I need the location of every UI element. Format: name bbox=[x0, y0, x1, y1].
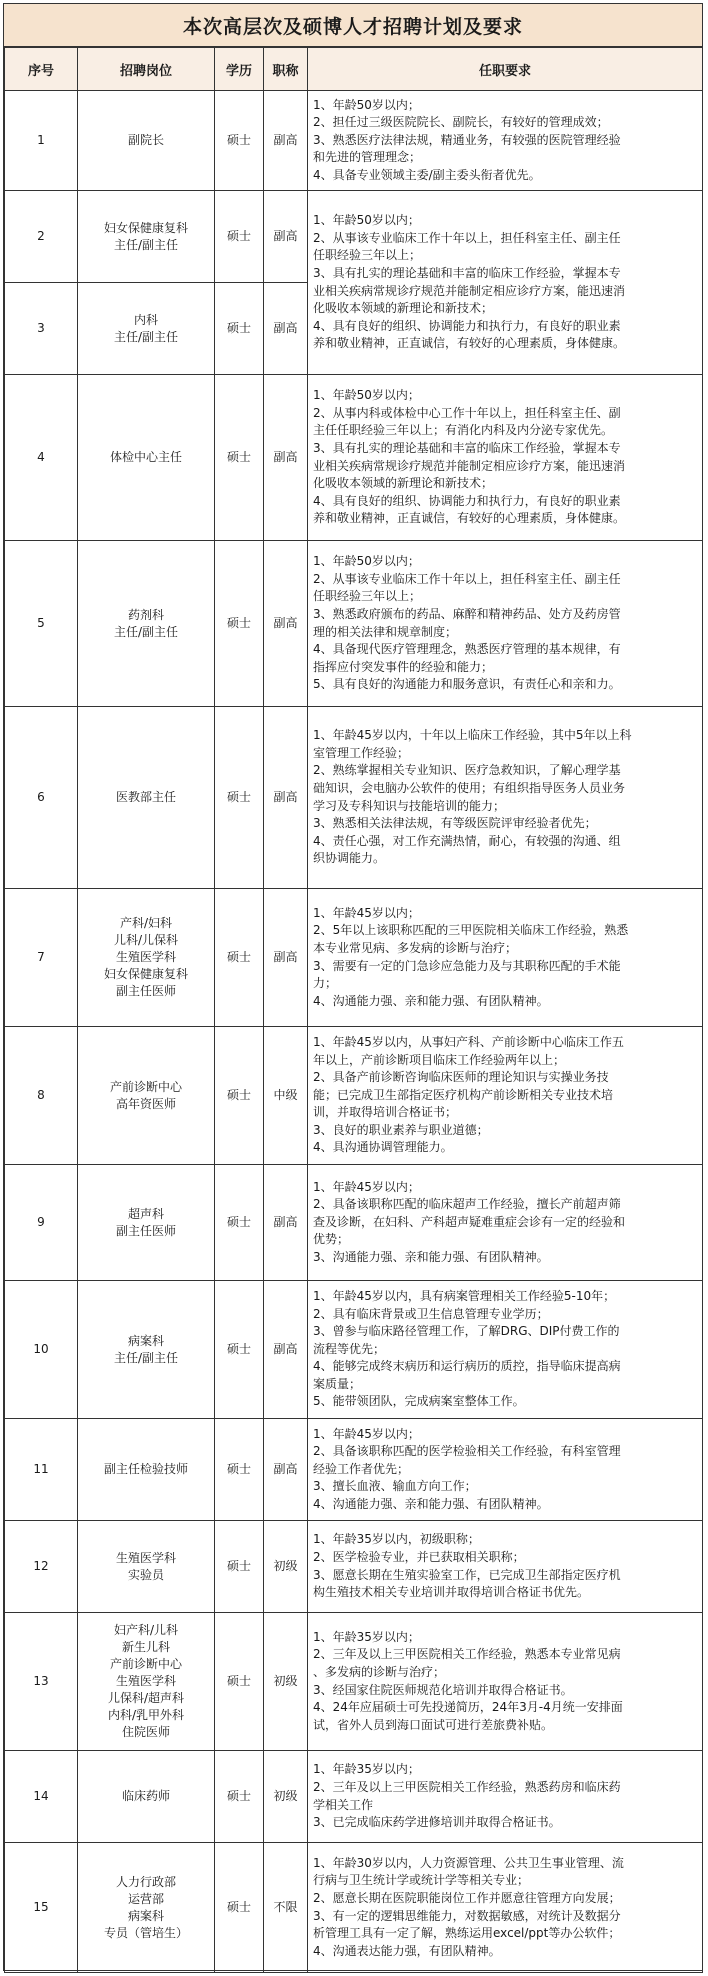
table-row bbox=[5, 375, 703, 541]
requirement-line: 2、担任过三级医院院长、副院长，有较好的管理成效； bbox=[313, 115, 609, 130]
position-name bbox=[78, 1751, 215, 1843]
position-line: 内科 bbox=[133, 312, 158, 327]
requirement-line: 5、能带领团队，完成病案室整体工作。 bbox=[313, 1394, 525, 1409]
rank: 副高 bbox=[264, 1419, 308, 1521]
position-line: 生殖医学科 bbox=[115, 950, 176, 964]
requirement-line: 4、具沟通协调管理能力。 bbox=[313, 1140, 453, 1155]
rank: 副高 bbox=[264, 541, 308, 707]
degree: 硕士 bbox=[215, 1521, 264, 1613]
requirement-line: 3、熟悉政府颁布的药品、麻醉和精神药品、处方及药房管 bbox=[313, 606, 621, 621]
header-requirements: 任职要求 bbox=[308, 48, 703, 91]
requirement-line: 1、年龄50岁以内； bbox=[313, 554, 420, 569]
requirement-line: 业相关疾病常规诊疗规范并能制定相应诊疗方案，能迅速消 bbox=[313, 283, 626, 298]
rank: 初级 bbox=[264, 1751, 308, 1843]
requirement-line: 化吸收本领域的新理论和新技术； bbox=[313, 476, 494, 491]
rank: 副高 bbox=[264, 91, 308, 191]
position-line: 人力行政部 bbox=[115, 1874, 176, 1889]
table-row bbox=[5, 707, 703, 889]
degree: 硕士 bbox=[215, 1419, 264, 1521]
degree: 硕士 bbox=[215, 91, 264, 191]
table-body bbox=[5, 91, 703, 1973]
requirement-line: 4、24年应届硕士可先投递简历，24年3月-4月统一安排面 bbox=[313, 1700, 623, 1715]
degree: 硕士 bbox=[215, 889, 264, 1027]
table-row bbox=[5, 1281, 703, 1419]
position-line: 医教部主任 bbox=[115, 790, 176, 804]
rank: 初级 bbox=[264, 1521, 308, 1613]
requirement-line: 2、5年以上该职称匹配的三甲医院相关临床工作经验，熟悉 bbox=[313, 923, 629, 938]
requirement-line: 2、具备该职称匹配的医学检验相关工作经验，有科室管理 bbox=[313, 1444, 621, 1459]
position-line: 临床药师 bbox=[121, 1789, 170, 1803]
position-line: 产科/妇科 bbox=[119, 916, 173, 930]
requirement-line: 4、具备专业领域主委/副主委头衔者优先。 bbox=[313, 167, 541, 182]
requirements bbox=[308, 707, 703, 889]
requirement-line: 4、具有良好的组织、协调能力和执行力，有良好的职业素 bbox=[313, 493, 621, 508]
requirements bbox=[308, 91, 703, 191]
row-number: 11 bbox=[5, 1419, 78, 1521]
position-line: 体检中心主任 bbox=[109, 450, 182, 464]
requirement-line: 年以上，产前诊断项目临床工作经验两年以上； bbox=[313, 1052, 566, 1067]
table-row bbox=[5, 1165, 703, 1281]
requirement-line: 2、愿意长期在医院职能岗位工作并愿意往管理方向发展； bbox=[313, 1890, 621, 1905]
position-line: 住院医师 bbox=[121, 1725, 170, 1739]
header-degree: 学历 bbox=[215, 48, 264, 91]
row-number: 8 bbox=[5, 1027, 78, 1165]
rank: 副高 bbox=[264, 283, 308, 375]
position-line: 副院长 bbox=[127, 133, 164, 147]
requirement-line: 养和敬业精神，正直诚信，有较好的心理素质，身体健康。 bbox=[313, 511, 626, 526]
requirement-line: 2、从事内科或体检中心工作十年以上，担任科室主任、副 bbox=[313, 405, 621, 420]
row-number: 15 bbox=[5, 1843, 78, 1973]
requirement-line: 析管理工具有一定了解，熟练运用excel/ppt等办公软件； bbox=[313, 1926, 621, 1941]
requirement-line: 3、经国家住院医师规范化培训并取得合格证书。 bbox=[313, 1682, 573, 1697]
requirement-line: 1、年龄45岁以内； bbox=[313, 1426, 420, 1441]
position-name bbox=[78, 541, 215, 707]
degree: 硕士 bbox=[215, 375, 264, 541]
requirements bbox=[308, 1843, 703, 1973]
row-number: 9 bbox=[5, 1165, 78, 1281]
requirements bbox=[308, 1165, 703, 1281]
requirement-line: 1、年龄50岁以内； bbox=[313, 388, 420, 403]
position-line: 产前诊断中心 bbox=[109, 1079, 182, 1094]
table-row bbox=[5, 1419, 703, 1521]
requirement-line: 1、年龄50岁以内； bbox=[313, 97, 420, 112]
requirement-line: 养和敬业精神，正直诚信，有较好的心理素质，身体健康。 bbox=[313, 336, 626, 351]
position-line: 病案科 bbox=[127, 1908, 164, 1923]
position-line: 妇女保健康复科 bbox=[103, 220, 188, 235]
row-number: 10 bbox=[5, 1281, 78, 1419]
position-line: 儿科/儿保科 bbox=[113, 933, 179, 947]
position-line: 儿保科/超声科 bbox=[107, 1691, 185, 1705]
requirement-line: 1、年龄45岁以内； bbox=[313, 1179, 420, 1194]
position-line: 副主任检验技师 bbox=[103, 1462, 188, 1476]
position-name bbox=[78, 1521, 215, 1613]
table-title: 本次高层次及硕博人才招聘计划及要求 bbox=[4, 4, 702, 47]
degree: 硕士 bbox=[215, 283, 264, 375]
requirements bbox=[308, 889, 703, 1027]
row-number: 12 bbox=[5, 1521, 78, 1613]
position-line: 主任/副主任 bbox=[113, 624, 179, 639]
requirement-line: 3、需要有一定的门急诊应急能力及与其职称匹配的手术能 bbox=[313, 958, 621, 973]
position-name bbox=[78, 191, 215, 283]
requirement-line: 力； bbox=[313, 976, 338, 991]
table-row bbox=[5, 1027, 703, 1165]
requirement-line: 学习及专科知识与技能培训的能力； bbox=[313, 798, 506, 813]
requirement-line: 2、医学检验专业，并已获取相关职称； bbox=[313, 1549, 525, 1564]
requirement-line: 1、年龄50岁以内； bbox=[313, 213, 420, 228]
requirement-line: 1、年龄45岁以内，从事妇产科、产前诊断中心临床工作五 bbox=[313, 1034, 624, 1049]
requirement-line: 4、具备现代医疗管理理念，熟悉医疗管理的基本规律，有 bbox=[313, 642, 621, 657]
degree: 硕士 bbox=[215, 541, 264, 707]
requirement-line: 1、年龄35岁以内； bbox=[313, 1629, 420, 1644]
requirement-line: 4、能够完成终末病历和运行病历的质控，指导临床提高病 bbox=[313, 1359, 621, 1374]
requirements bbox=[308, 1751, 703, 1843]
requirement-line: 室管理工作经验； bbox=[313, 745, 410, 760]
requirements bbox=[308, 1281, 703, 1419]
rank: 副高 bbox=[264, 1165, 308, 1281]
position-line: 妇产科/儿科 bbox=[113, 1623, 179, 1637]
position-line: 实验员 bbox=[127, 1567, 164, 1582]
degree: 硕士 bbox=[215, 707, 264, 889]
row-number: 13 bbox=[5, 1613, 78, 1751]
requirement-line: 1、年龄45岁以内； bbox=[313, 905, 420, 920]
requirement-line: 1、年龄45岁以内，具有病案管理相关工作经验5-10年； bbox=[313, 1288, 616, 1303]
row-number: 2 bbox=[5, 191, 78, 283]
position-name bbox=[78, 707, 215, 889]
rank: 副高 bbox=[264, 1281, 308, 1419]
position-name bbox=[78, 1843, 215, 1973]
requirement-line: 5、具有良好的沟通能力和服务意识，有责任心和亲和力。 bbox=[313, 677, 621, 692]
requirement-line: 3、具有扎实的理论基础和丰富的临床工作经验，掌握本专 bbox=[313, 265, 621, 280]
requirement-line: 2、具有临床背景或卫生信息管理专业学历； bbox=[313, 1306, 549, 1321]
position-name bbox=[78, 889, 215, 1027]
requirement-line: 能；已完成卫生部指定医疗机构产前诊断相关专业技术培 bbox=[313, 1087, 614, 1102]
requirement-line: 流程等优先； bbox=[313, 1341, 386, 1356]
requirement-line: 础知识，会电脑办公软件的使用；有组织指导医务人员业务 bbox=[313, 780, 626, 795]
table-row bbox=[5, 541, 703, 707]
rank: 副高 bbox=[264, 707, 308, 889]
position-line: 生殖医学科 bbox=[115, 1550, 176, 1565]
header-no: 序号 bbox=[5, 48, 78, 91]
requirement-line: 1、年龄35岁以内，初级职称； bbox=[313, 1532, 480, 1547]
requirement-line: 3、曾参与临床路径管理工作，了解DRG、DIP付费工作的 bbox=[313, 1324, 620, 1339]
table-row bbox=[5, 1613, 703, 1751]
row-number: 7 bbox=[5, 889, 78, 1027]
requirement-line: 化吸收本领域的新理论和新技术； bbox=[313, 301, 494, 316]
requirement-line: 指挥应付突发事件的经验和能力； bbox=[313, 659, 494, 674]
row-number: 1 bbox=[5, 91, 78, 191]
requirement-line: 理的相关法律和规章制度； bbox=[313, 624, 458, 639]
requirement-line: 3、有一定的逻辑思维能力，对数据敏感，对统计及数据分 bbox=[313, 1908, 621, 1923]
requirement-line: 优势； bbox=[313, 1232, 350, 1247]
recruitment-table bbox=[4, 47, 703, 1973]
requirement-line: 2、三年及以上三甲医院相关工作经验，熟悉药房和临床药 bbox=[313, 1779, 621, 1794]
requirement-line: 3、愿意长期在生殖实验室工作，已完成卫生部指定医疗机 bbox=[313, 1567, 621, 1582]
position-line: 主任/副主任 bbox=[113, 237, 179, 252]
requirements bbox=[308, 375, 703, 541]
rank: 副高 bbox=[264, 889, 308, 1027]
position-line: 副主任医师 bbox=[115, 984, 176, 998]
requirement-line: 3、已完成临床药学进修培训并取得合格证书。 bbox=[313, 1815, 561, 1830]
requirements-shared bbox=[308, 191, 703, 375]
header-row bbox=[5, 48, 703, 91]
rank: 副高 bbox=[264, 375, 308, 541]
position-name bbox=[78, 1027, 215, 1165]
degree: 硕士 bbox=[215, 1027, 264, 1165]
position-name bbox=[78, 1419, 215, 1521]
rank: 中级 bbox=[264, 1027, 308, 1165]
header-rank: 职称 bbox=[264, 48, 308, 91]
requirement-line: 本专业常见病、多发病的诊断与治疗； bbox=[313, 940, 518, 955]
row-number: 14 bbox=[5, 1751, 78, 1843]
position-line: 病案科 bbox=[127, 1333, 164, 1348]
position-line: 副主任医师 bbox=[115, 1223, 176, 1238]
requirements bbox=[308, 1521, 703, 1613]
requirement-line: 训，并取得培训合格证书； bbox=[313, 1105, 458, 1120]
position-line: 专员（管培生） bbox=[103, 1925, 188, 1940]
position-line: 妇女保健康复科 bbox=[103, 967, 188, 981]
position-line: 高年资医师 bbox=[115, 1096, 176, 1111]
rank: 不限 bbox=[264, 1843, 308, 1973]
requirement-line: 4、责任心强，对工作充满热情，耐心，有较强的沟通、组 bbox=[313, 833, 621, 848]
position-line: 产前诊断中心 bbox=[109, 1657, 182, 1671]
requirement-line: 、多发病的诊断与治疗； bbox=[313, 1664, 446, 1679]
position-line: 新生儿科 bbox=[121, 1640, 170, 1654]
position-name bbox=[78, 1613, 215, 1751]
requirements bbox=[308, 541, 703, 707]
table-row bbox=[5, 889, 703, 1027]
table-row bbox=[5, 91, 703, 191]
rank: 副高 bbox=[264, 191, 308, 283]
position-name bbox=[78, 91, 215, 191]
position-line: 主任/副主任 bbox=[113, 1350, 179, 1365]
requirements bbox=[308, 1027, 703, 1165]
requirement-line: 学相关工作 bbox=[313, 1797, 374, 1812]
position-line: 生殖医学科 bbox=[115, 1674, 176, 1688]
requirement-line: 4、沟通能力强、亲和能力强、有团队精神。 bbox=[313, 993, 549, 1008]
degree: 硕士 bbox=[215, 1165, 264, 1281]
requirement-line: 构生殖技术相关专业培训并取得培训合格证书优先。 bbox=[313, 1585, 590, 1600]
requirement-line: 3、擅长血液、输血方向工作； bbox=[313, 1479, 477, 1494]
position-name bbox=[78, 1281, 215, 1419]
degree: 硕士 bbox=[215, 1281, 264, 1419]
row-number: 3 bbox=[5, 283, 78, 375]
requirement-line: 2、具备该职称匹配的临床超声工作经验，擅长产前超声筛 bbox=[313, 1197, 621, 1212]
row-number: 6 bbox=[5, 707, 78, 889]
requirement-line: 2、从事该专业临床工作十年以上，担任科室主任、副主任 bbox=[313, 230, 621, 245]
requirement-line: 经验工作者优先； bbox=[313, 1461, 410, 1476]
requirement-line: 2、从事该专业临床工作十年以上，担任科室主任、副主任 bbox=[313, 571, 621, 586]
requirement-line: 业相关疾病常规诊疗规范并能制定相应诊疗方案，能迅速消 bbox=[313, 458, 626, 473]
position-name bbox=[78, 375, 215, 541]
row-number: 4 bbox=[5, 375, 78, 541]
requirement-line: 和先进的管理理念； bbox=[313, 150, 422, 165]
table-row bbox=[5, 191, 703, 283]
position-line: 运营部 bbox=[127, 1891, 164, 1906]
requirement-line: 3、沟通能力强、亲和能力强、有团队精神。 bbox=[313, 1249, 549, 1264]
requirement-line: 1、年龄45岁以内，十年以上临床工作经验，其中5年以上科 bbox=[313, 728, 632, 743]
requirement-line: 1、年龄30岁以内，人力资源管理、公共卫生事业管理、流 bbox=[313, 1855, 624, 1870]
rank: 初级 bbox=[264, 1613, 308, 1751]
requirement-line: 1、年龄35岁以内； bbox=[313, 1762, 420, 1777]
row-number: 5 bbox=[5, 541, 78, 707]
position-line: 药剂科 bbox=[127, 607, 164, 622]
requirement-line: 4、沟通能力强、亲和能力强、有团队精神。 bbox=[313, 1496, 549, 1511]
requirement-line: 行病与卫生统计学或统计学等相关专业； bbox=[313, 1873, 530, 1888]
header-position: 招聘岗位 bbox=[78, 48, 215, 91]
requirement-line: 2、三年及以上三甲医院相关工作经验，熟悉本专业常见病 bbox=[313, 1647, 621, 1662]
degree: 硕士 bbox=[215, 1843, 264, 1973]
requirement-line: 任职经验三年以上； bbox=[313, 248, 422, 263]
requirement-line: 案质量； bbox=[313, 1376, 362, 1391]
position-line: 超声科 bbox=[127, 1206, 164, 1221]
degree: 硕士 bbox=[215, 191, 264, 283]
requirement-line: 3、熟悉医疗法律法规，精通业务，有较强的医院管理经验 bbox=[313, 132, 621, 147]
requirement-line: 3、熟悉相关法律法规，有等级医院评审经验者优先； bbox=[313, 816, 597, 831]
requirement-line: 主任任职经验三年以上；有消化内科及内分泌专家优先。 bbox=[313, 423, 614, 438]
degree: 硕士 bbox=[215, 1613, 264, 1751]
degree: 硕士 bbox=[215, 1751, 264, 1843]
requirement-line: 2、具备产前诊断咨询临床医师的理论知识与实操业务技 bbox=[313, 1070, 609, 1085]
requirement-line: 2、熟练掌握相关专业知识、医疗急救知识，了解心理学基 bbox=[313, 763, 621, 778]
position-name bbox=[78, 1165, 215, 1281]
requirement-line: 查及诊断，在妇科、产科超声疑难重症会诊有一定的经验和 bbox=[313, 1214, 626, 1229]
position-line: 内科/乳甲外科 bbox=[107, 1708, 185, 1722]
position-name bbox=[78, 283, 215, 375]
requirement-line: 3、良好的职业素养与职业道德； bbox=[313, 1122, 489, 1137]
requirement-line: 4、具有良好的组织、协调能力和执行力，有良好的职业素 bbox=[313, 318, 621, 333]
requirements bbox=[308, 1613, 703, 1751]
recruitment-table-sheet bbox=[3, 3, 703, 1971]
table-row bbox=[5, 1751, 703, 1843]
requirement-line: 4、沟通表达能力强，有团队精神。 bbox=[313, 1943, 501, 1958]
requirement-line: 任职经验三年以上； bbox=[313, 589, 422, 604]
requirement-line: 3、具有扎实的理论基础和丰富的临床工作经验，掌握本专 bbox=[313, 440, 621, 455]
position-line: 主任/副主任 bbox=[113, 329, 179, 344]
table-row bbox=[5, 1843, 703, 1973]
requirement-line: 试，省外人员到海口面试可进行差旅费补贴。 bbox=[313, 1717, 554, 1732]
requirements bbox=[308, 1419, 703, 1521]
requirement-line: 织协调能力。 bbox=[313, 851, 386, 866]
table-row bbox=[5, 1521, 703, 1613]
